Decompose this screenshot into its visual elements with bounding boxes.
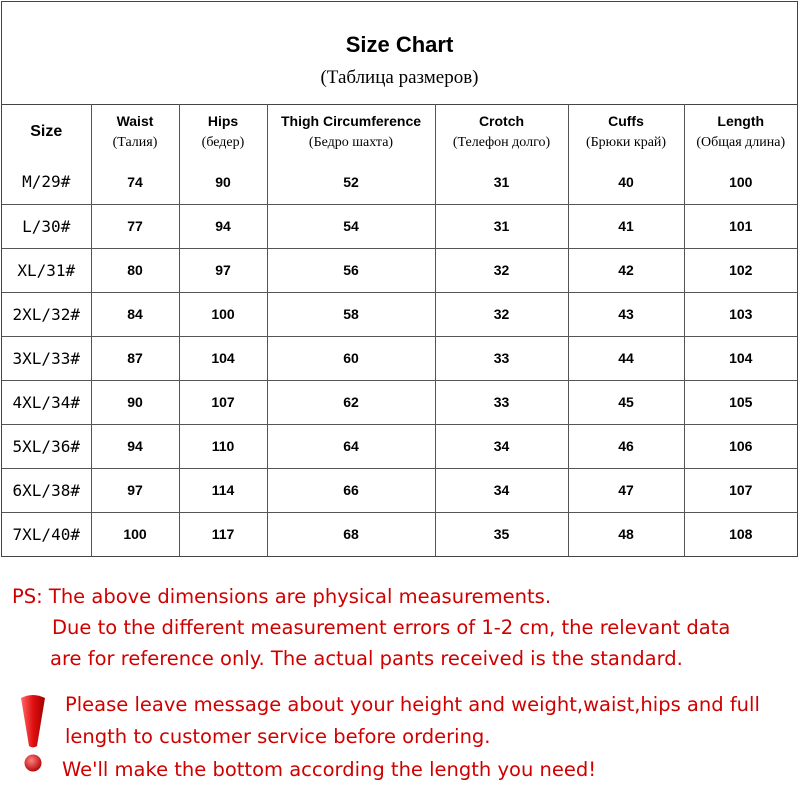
table-row [2, 336, 797, 380]
header-label: Length [717, 113, 765, 129]
measurement-cell: 90 [91, 380, 179, 424]
measurement-cell: 43 [568, 292, 684, 336]
header-hips [179, 104, 267, 160]
measurement-cell: 84 [91, 292, 179, 336]
measurement-cell: 108 [684, 512, 797, 556]
header-label: Waist [116, 113, 154, 129]
header-thigh [267, 104, 435, 160]
size-label-cell: 2XL/32# [2, 292, 91, 336]
measurement-cell: 60 [267, 336, 435, 380]
size-label-cell: 5XL/36# [2, 424, 91, 468]
measurement-cell: 94 [179, 204, 267, 248]
size-label-cell: XL/31# [2, 248, 91, 292]
measurement-cell: 32 [435, 248, 568, 292]
size-label-cell: 7XL/40# [2, 512, 91, 556]
header-length [684, 104, 797, 160]
header-cuffs [568, 104, 684, 160]
measurement-cell: 54 [267, 204, 435, 248]
ps-note-line: Due to the different measurement errors of 1-2 cm, the relevant data [52, 616, 731, 639]
measurement-cell: 100 [91, 512, 179, 556]
message-note-line: Please leave message about your height and weight,waist,hips and full [65, 693, 760, 716]
header-translation: (Талия) [112, 135, 158, 150]
measurement-cell: 97 [179, 248, 267, 292]
header-translation: (Брюки край) [585, 135, 667, 150]
measurement-cell: 31 [435, 204, 568, 248]
header-label: Crotch [478, 113, 525, 129]
table-row [2, 292, 797, 336]
size-chart [1, 1, 798, 557]
measurement-cell: 33 [435, 380, 568, 424]
table-row [2, 248, 797, 292]
measurement-cell: 56 [267, 248, 435, 292]
measurement-cell: 101 [684, 204, 797, 248]
measurement-cell: 107 [684, 468, 797, 512]
ps-note-line: PS: The above dimensions are physical measurements. [12, 585, 552, 608]
measurement-cell: 94 [91, 424, 179, 468]
chart-title: Size Chart [345, 32, 454, 57]
header-translation: (бедер) [201, 135, 245, 150]
measurement-cell: 97 [91, 468, 179, 512]
measurement-cell: 33 [435, 336, 568, 380]
header-crotch [435, 104, 568, 160]
exclamation-icon [16, 690, 50, 776]
header-translation: (Общая длина) [696, 135, 786, 150]
size-label-cell: M/29# [2, 160, 91, 204]
measurement-cell: 32 [435, 292, 568, 336]
chart-subtitle: (Таблица размеров) [320, 67, 479, 88]
header-size: Size [2, 104, 91, 160]
measurement-cell: 100 [179, 292, 267, 336]
measurement-cell: 106 [684, 424, 797, 468]
table-row [2, 468, 797, 512]
measurement-cell: 103 [684, 292, 797, 336]
measurement-cell: 104 [179, 336, 267, 380]
measurement-cell: 90 [179, 160, 267, 204]
header-translation: (Телефон долго) [452, 135, 551, 150]
measurement-cell: 68 [267, 512, 435, 556]
measurement-cell: 35 [435, 512, 568, 556]
measurement-cell: 87 [91, 336, 179, 380]
measurement-cell: 44 [568, 336, 684, 380]
size-table [2, 104, 797, 556]
size-label-cell: L/30# [2, 204, 91, 248]
header-label: Thigh Circumference [280, 113, 422, 129]
table-row [2, 380, 797, 424]
measurement-cell: 100 [684, 160, 797, 204]
measurement-cell: 105 [684, 380, 797, 424]
measurement-cell: 64 [267, 424, 435, 468]
size-label-cell: 3XL/33# [2, 336, 91, 380]
measurement-cell: 114 [179, 468, 267, 512]
measurement-cell: 34 [435, 468, 568, 512]
message-note-line: length to customer service before ordering. [65, 725, 491, 748]
header-label: Hips [207, 113, 239, 129]
measurement-cell: 47 [568, 468, 684, 512]
measurement-cell: 66 [267, 468, 435, 512]
header-label: Cuffs [608, 113, 644, 129]
measurement-cell: 104 [684, 336, 797, 380]
measurement-cell: 41 [568, 204, 684, 248]
measurement-cell: 110 [179, 424, 267, 468]
ps-note-line: are for reference only. The actual pants received is the standard. [50, 647, 683, 670]
measurement-cell: 34 [435, 424, 568, 468]
measurement-cell: 45 [568, 380, 684, 424]
table-row [2, 512, 797, 556]
table-row [2, 204, 797, 248]
size-label-cell: 4XL/34# [2, 380, 91, 424]
measurement-cell: 74 [91, 160, 179, 204]
measurement-cell: 40 [568, 160, 684, 204]
measurement-cell: 31 [435, 160, 568, 204]
table-header-row [2, 104, 797, 160]
table-row [2, 424, 797, 468]
measurement-cell: 52 [267, 160, 435, 204]
measurement-cell: 102 [684, 248, 797, 292]
table-row [2, 160, 797, 204]
measurement-cell: 48 [568, 512, 684, 556]
measurement-cell: 62 [267, 380, 435, 424]
size-label-cell: 6XL/38# [2, 468, 91, 512]
message-note-line: We'll make the bottom according the length you need! [62, 758, 597, 781]
measurement-cell: 107 [179, 380, 267, 424]
measurement-cell: 80 [91, 248, 179, 292]
measurement-cell: 46 [568, 424, 684, 468]
header-waist [91, 104, 179, 160]
measurement-cell: 42 [568, 248, 684, 292]
title-area [2, 2, 797, 105]
measurement-cell: 117 [179, 512, 267, 556]
measurement-cell: 58 [267, 292, 435, 336]
measurement-cell: 77 [91, 204, 179, 248]
header-translation: (Бедро шахта) [308, 135, 394, 150]
